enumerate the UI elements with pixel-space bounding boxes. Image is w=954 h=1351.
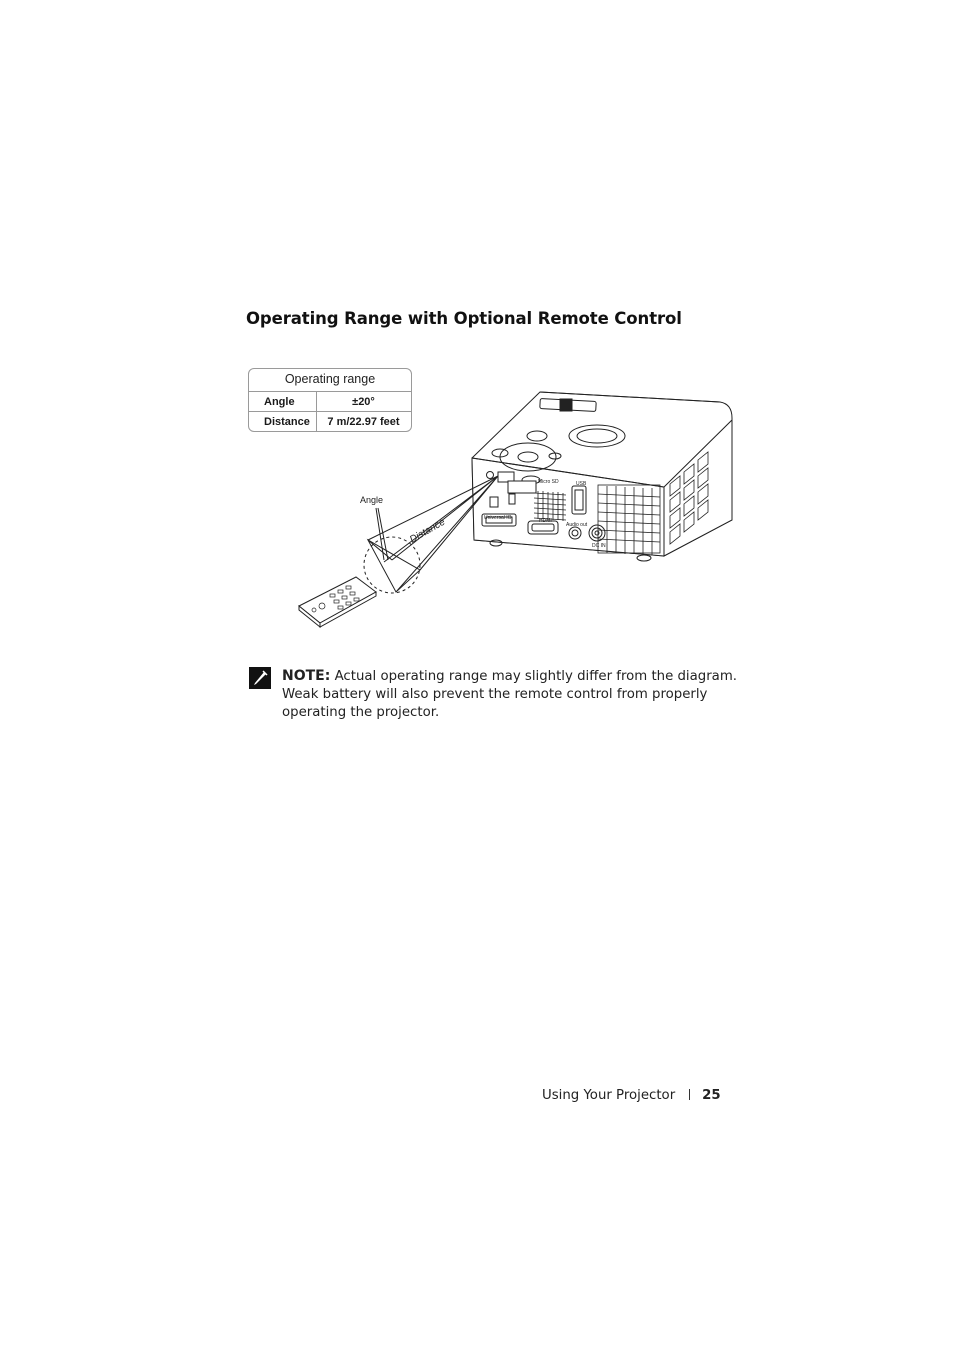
- table-caption: Operating range: [284, 372, 376, 386]
- port-label: Universal IO: [484, 515, 512, 521]
- remote-control-illustration: [299, 577, 376, 627]
- footer-divider: [689, 1089, 690, 1100]
- note-text: Actual operating range may slightly differ from the diagram. Weak battery will also prevent the remote control from properly operating the projector.: [282, 669, 738, 720]
- port-label: DC IN: [592, 543, 606, 549]
- distance-label: Distance: [408, 516, 448, 546]
- row-value: ±20°: [352, 396, 375, 408]
- page-footer: [542, 1088, 721, 1103]
- footer-section: Using Your Projector: [542, 1088, 676, 1103]
- projector-illustration: [472, 392, 732, 561]
- row-label: Distance: [264, 416, 310, 428]
- port-label: HDMI: [539, 518, 552, 524]
- pencil-icon: [249, 667, 271, 689]
- note-paragraph: [282, 667, 737, 722]
- note-label: NOTE:: [282, 668, 331, 684]
- row-label: Angle: [264, 396, 295, 408]
- angle-label: Angle: [360, 495, 384, 505]
- port-label: Micro SD: [538, 479, 559, 485]
- remote-range-illustration: [290, 385, 740, 635]
- row-value: 7 m/22.97 feet: [327, 416, 400, 428]
- page-number: 25: [702, 1088, 721, 1103]
- section-heading: Operating Range with Optional Remote Control: [246, 309, 682, 328]
- port-label: Audio out: [566, 522, 588, 528]
- port-label: USB: [576, 481, 587, 487]
